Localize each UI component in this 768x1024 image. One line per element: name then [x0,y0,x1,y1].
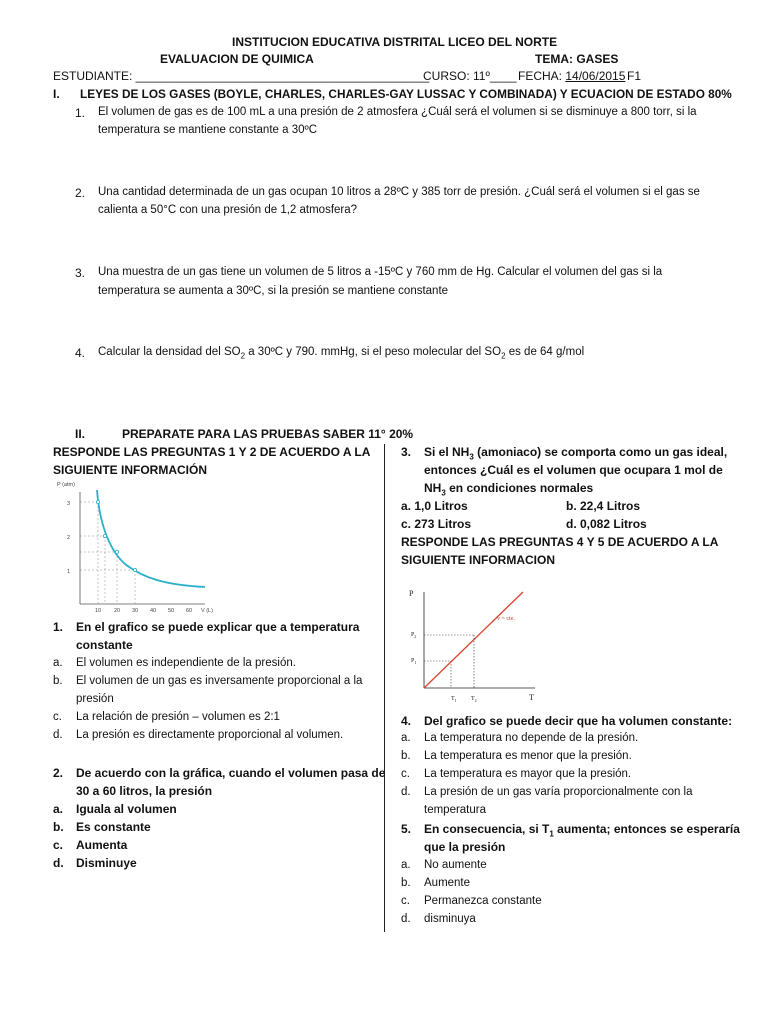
pq2-line1: De acuerdo con la gráfica, cuando el volumen pasa de [76,766,386,780]
pq2-c-text: Aumenta [76,838,128,852]
boyle-x-tick-50: 50 [167,608,175,614]
pq1-a-text: El volumen es independiente de la presión. [76,657,296,669]
q3-text-line2: temperatura se aumenta a 30ºC, si la presión se mantiene constante [98,285,449,297]
pq4-d-text1: La presión de un gas varía proporcionalmente con la [424,786,693,798]
boyle-y-tick-3: 3 [66,501,70,507]
pq3-option-d: d. 0,082 Litros [566,517,647,531]
pq4-b-text: La temperatura es menor que la presión. [424,750,632,762]
pq4-c-text: La temperatura es mayor que la presión. [424,768,632,780]
pq2-c-letter: c. [53,838,64,852]
pq3-line2: entonces ¿Cuál es el volumen que ocupara 1 mol de [424,463,723,477]
pq3-option-b: b. 22,4 Litros [566,499,641,513]
gl-p2-label [411,632,416,639]
pq2-b-text: Es constante [76,820,151,834]
pq3-option-c: c. 273 Litros [401,517,472,531]
date-field [518,69,625,83]
pq1-b-text1: El volumen de un gas es inversamente proporcional a la [76,675,363,687]
intro2-line2: SIGUIENTE INFORMACION [401,553,556,567]
pq2-b-letter: b. [53,820,64,834]
section1-title: LEYES DE LOS GASES (BOYLE, CHARLES, CHARLES-GAY LUSSAC Y COMBINADA) Y ECUACION DE ESTADO 80% [80,87,732,101]
pq1-c-text: La relación de presión – volumen es 2:1 [76,711,280,723]
boyle-x-tick-60: 60 [185,608,193,614]
pq3-line3-pre: NH [424,481,442,495]
pq5-line1-pre: En consecuencia, si T [424,822,550,836]
pq1-b-letter: b. [53,675,63,687]
pq5-number: 5. [401,822,412,836]
pq3-number: 3. [401,445,412,459]
pq1-a-letter: a. [53,657,63,669]
student-field: ESTUDIANTE: ____________________________________________ [53,69,430,83]
pq1-b-text2: presión [76,693,114,705]
school-name: INSTITUCION EDUCATIVA DISTRITAL LICEO DEL NORTE [232,35,558,49]
q3-text-line1: Una muestra de un gas tiene un volumen de 5 litros a -15ºC y 760 mm de Hg. Calcular el volumen del gas si la [98,266,663,278]
q4-text-post: es de 64 g/mol [505,346,585,358]
gl-t2-sub: 2 [474,698,477,703]
pq3-line3 [424,481,593,497]
intro1-line1: RESPONDE LAS PREGUNTAS 1 Y 2 DE ACUERDO A LA [53,445,371,459]
pq4-d-letter: d. [401,786,411,798]
date-value: 14/06/2015 [565,69,626,83]
boyle-x-tick-30: 30 [131,608,139,614]
q1-text-line2: temperatura se mantiene constante a 30ºC [98,124,317,136]
pq5-d-text: disminuya [424,913,476,925]
pq5-line2: que la presión [424,840,506,854]
q3-number: 3. [75,266,86,280]
pq4-number: 4. [401,714,412,728]
gl-t1-sub: 1 [454,698,457,703]
pq4-b-letter: b. [401,750,411,762]
intro1-line2: SIGUIENTE INFORMACIÓN [53,463,208,477]
pq1-d-text: La presión es directamente proporcional al volumen. [76,729,344,741]
pq1-line2: constante [76,638,133,652]
pq5-line1-post: aumenta; entonces se esperaría [553,822,740,836]
boyle-graph [55,478,225,620]
gl-p1-label [411,658,416,665]
course-field: CURSO: 11º____ [423,69,517,83]
pq3-line3-post: en condiciones normales [445,481,594,495]
boyle-y-axis-label: P (atm) [57,482,75,488]
gl-p1-letter: P [411,658,415,664]
boyle-curve [97,490,205,587]
pq2-a-text: Iguala al volumen [76,802,177,816]
pq4-a-letter: a. [401,732,411,744]
intro2-line1: RESPONDE LAS PREGUNTAS 4 Y 5 DE ACUERDO A LA [401,535,719,549]
pq2-line2: 30 a 60 litros, la presión [76,784,213,798]
section2-title: PREPARATE PARA LAS PRUEBAS SABER 11° 20% [122,427,414,441]
form-code: F1 [627,69,642,83]
gl-p2-letter: P [411,632,415,638]
pq2-d-text: Disminuye [76,856,137,870]
q2-text-line1: Una cantidad determinada de un gas ocupan 10 litros a 28ºC y 385 torr de presión. ¿Cuál será el volumen si el gas se [98,186,700,198]
gl-t2-label [471,696,477,703]
pq3-line1-pre: Si el NH [424,445,470,459]
q2-text-line2: calienta a 50°C con una presión de 1,2 atmosfera? [98,204,358,216]
pq4-d-text2: temperatura [424,804,487,816]
gl-t2-letter: T [471,696,475,702]
pq5-a-letter: a. [401,859,411,871]
pq1-d-letter: d. [53,729,63,741]
pq4-c-letter: c. [401,768,410,780]
pq1-c-letter: c. [53,711,62,723]
pq5-d-letter: d. [401,913,411,925]
boyle-y-tick-1: 1 [66,569,70,575]
boyle-x-axis-label: V (L) [201,608,213,614]
exam-title: EVALUACION DE QUIMICA [160,52,314,66]
pq5-b-text: Aumente [424,877,471,889]
boyle-y-tick-2: 2 [66,535,70,541]
pq5-b-letter: b. [401,877,411,889]
exam-topic: TEMA: GASES [535,52,619,66]
gl-p1-sub: 1 [414,660,417,665]
q4-sub1: 2 [240,351,246,361]
gl-line-label: v = cte. [497,616,515,622]
q4-text-mid: a 30ºC y 790. mmHg, si el peso molecular del SO [245,346,502,358]
gay-lussac-graph [405,582,545,707]
pq3-line1 [424,445,727,461]
gl-line [424,592,523,688]
pq5-line1-sub: 1 [549,829,554,839]
pq4-a-text: La temperatura no depende de la presión. [424,732,639,744]
boyle-x-tick-40: 40 [149,608,157,614]
gl-y-axis-label: P [409,589,414,598]
pq1-line1: En el grafico se puede explicar que a temperatura [76,620,360,634]
pq5-a-text: No aumente [424,859,487,871]
pq2-d-letter: d. [53,856,64,870]
pq5-line1 [424,822,740,838]
q1-number: 1. [75,106,86,120]
pq3-line1-sub: 3 [469,452,474,462]
gl-x-axis-label: T [529,693,534,702]
pq1-number: 1. [53,620,64,634]
q4-text [98,346,584,360]
boyle-points [96,500,136,571]
q1-text-line1: El volumen de gas es de 100 mL a una presión de 2 atmosfera ¿Cuál será el volumen si se disminuye a 800 torr, si la [98,106,697,118]
boyle-x-tick-20: 20 [113,608,121,614]
pq2-number: 2. [53,766,64,780]
column-divider [384,444,385,932]
q2-number: 2. [75,186,86,200]
pq2-a-letter: a. [53,802,64,816]
pq3-option-a: a. 1,0 Litros [401,499,468,513]
gl-p2-sub: 2 [414,634,417,639]
boyle-guide-lines [80,502,135,604]
date-label: FECHA: [518,69,566,83]
q4-number: 4. [75,346,86,360]
pq3-line1-post: (amoniaco) se comporta como un gas ideal, [473,445,728,459]
gl-t1-label [451,696,457,703]
pq5-c-letter: c. [401,895,410,907]
pq3-line3-sub: 3 [441,488,446,498]
pq5-c-text: Permanezca constante [424,895,542,907]
boyle-x-tick-10: 10 [94,608,102,614]
pq4-line1: Del grafico se puede decir que ha volumen constante: [424,714,733,728]
section2-number: II. [75,427,86,441]
q4-text-pre: Calcular la densidad del SO [98,346,241,358]
section1-number: I. [53,87,60,101]
q4-sub2: 2 [501,351,506,361]
gl-t1-letter: T [451,696,455,702]
